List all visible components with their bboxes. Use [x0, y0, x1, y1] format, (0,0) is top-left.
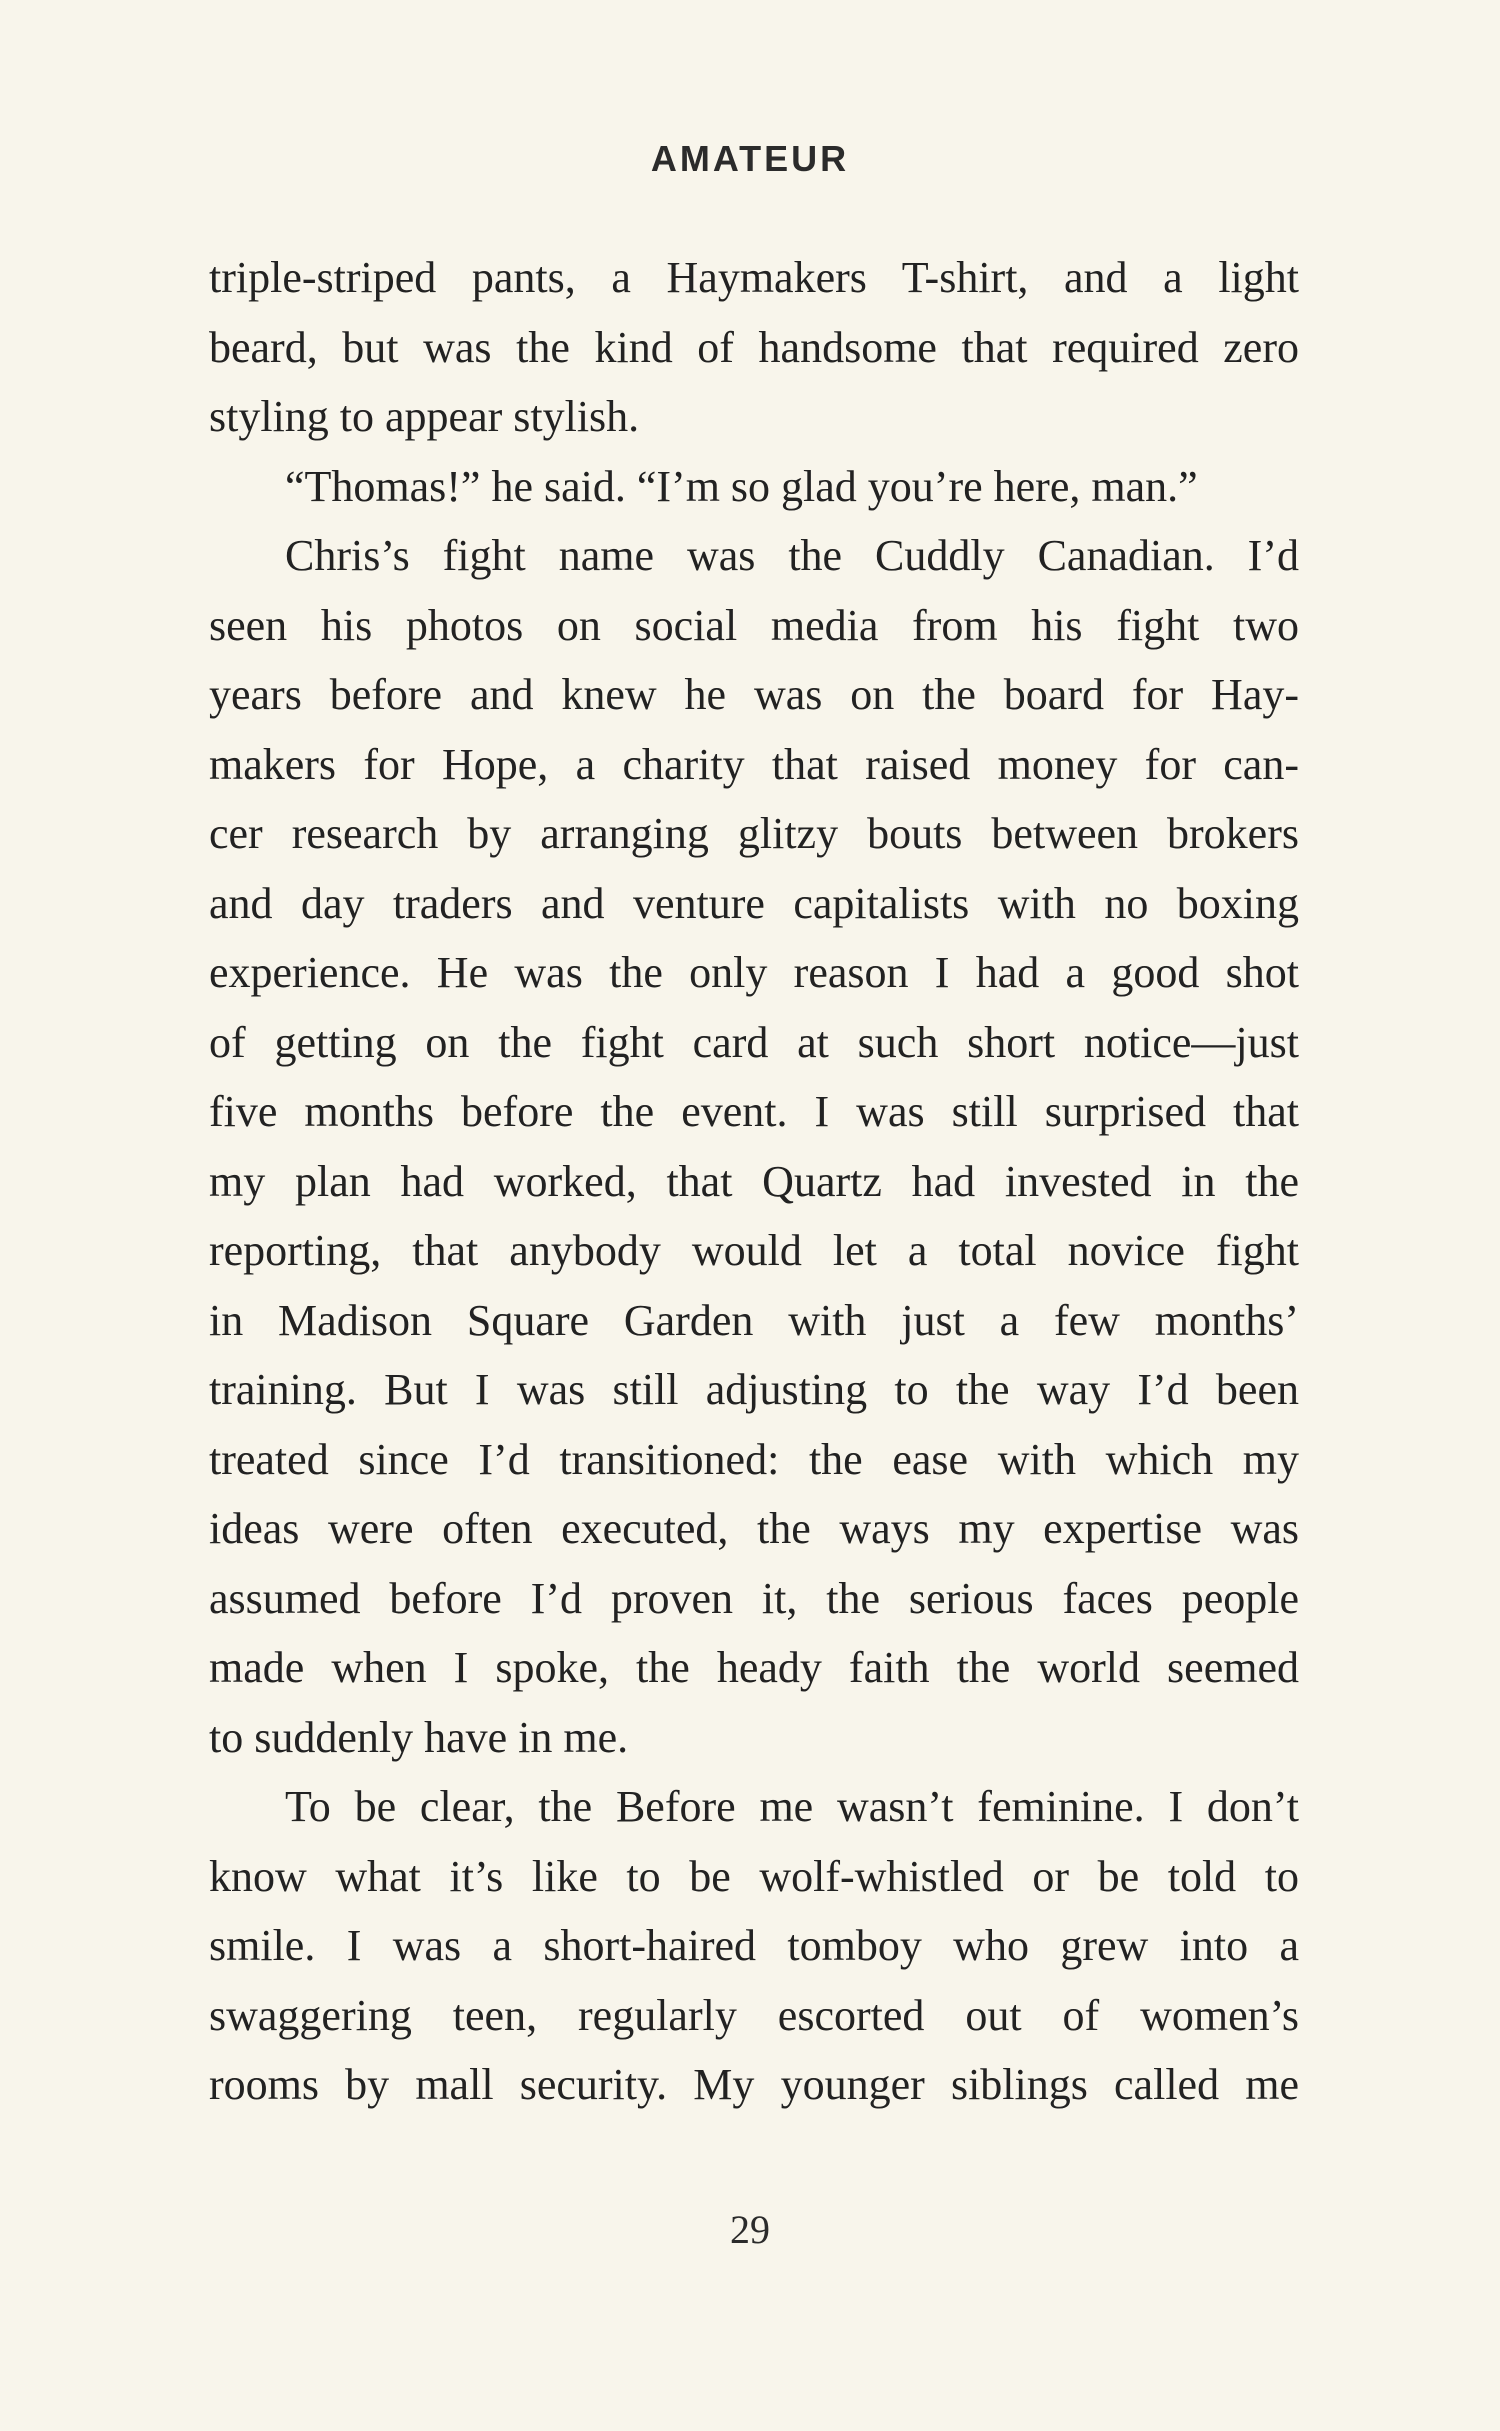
text-line: smile. I was a short-haired tomboy who grew into a [209, 1921, 1299, 1970]
page-number: 29 [730, 2207, 770, 2252]
text-line: ideas were often executed, the ways my expertise was [209, 1504, 1299, 1553]
text-line: my plan had worked, that Quartz had invested in the [209, 1156, 1299, 1206]
text-line: styling to appear stylish. [209, 392, 640, 441]
text-line: to suddenly have in me. [209, 1712, 629, 1762]
text-line: five months before the event. I was still surprised that [209, 1087, 1299, 1136]
running-head: AMATEUR [650, 138, 850, 179]
text-line: of getting on the fight card at such short notice—just [209, 1017, 1299, 1067]
text-line: makers for Hope, a charity that raised money for can- [209, 739, 1299, 789]
text-line: know what it’s like to be wolf-whistled or be told to [209, 1851, 1299, 1901]
text-line: and day traders and venture capitalists with no boxing [209, 878, 1299, 928]
text-line: treated since I’d transitioned: the ease with which my [209, 1434, 1299, 1484]
text-line: seen his photos on social media from his fight two [209, 600, 1299, 650]
text-line: assumed before I’d proven it, the serious faces people [209, 1573, 1299, 1623]
text-line: To be clear, the Before me wasn’t feminine. I don’t [285, 1782, 1299, 1831]
text-line: years before and knew he was on the board for Hay- [209, 670, 1299, 719]
text-line: in Madison Square Garden with just a few months’ [209, 1295, 1299, 1345]
text-line: “Thomas!” he said. “I’m so glad you’re here, man.” [285, 461, 1198, 511]
text-line: made when I spoke, the heady faith the world seemed [209, 1643, 1299, 1692]
text-line: Chris’s fight name was the Cuddly Canadian. I’d [285, 531, 1299, 580]
text-line: training. But I was still adjusting to the way I’d been [209, 1365, 1299, 1414]
text-line: triple-striped pants, a Haymakers T-shirt, and a light [209, 253, 1299, 302]
text-line: rooms by mall security. My younger siblings called me [209, 2060, 1299, 2109]
text-line: experience. He was the only reason I had a good shot [209, 948, 1299, 997]
body-text [209, 243, 1299, 2120]
text-line: reporting, that anybody would let a total novice fight [209, 1226, 1299, 1275]
text-line: beard, but was the kind of handsome that required zero [209, 322, 1299, 372]
text-line: swaggering teen, regularly escorted out of women’s [209, 1990, 1299, 2040]
text-line: cer research by arranging glitzy bouts between brokers [209, 809, 1299, 858]
